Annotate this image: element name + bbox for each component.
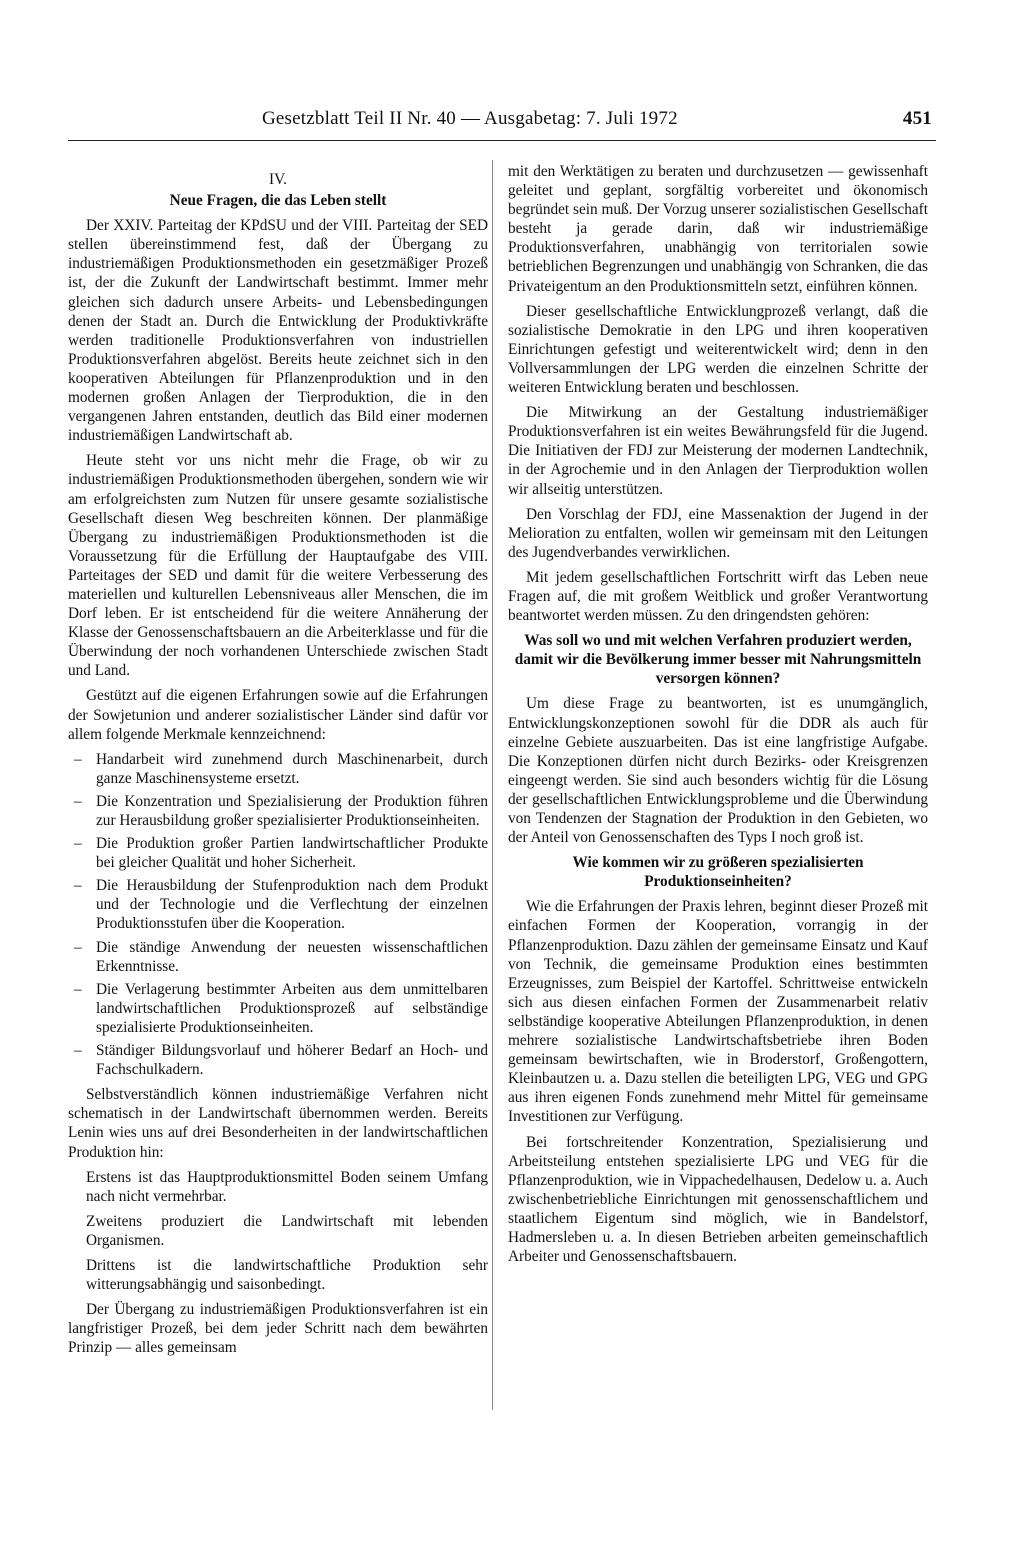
list-item: – Ständiger Bildungsvorlauf und höherer Bedarf an Hoch- und Fachschulkadern. bbox=[68, 1041, 488, 1079]
left-column bbox=[68, 162, 488, 1363]
feature-list bbox=[68, 750, 488, 1080]
section-number: IV. bbox=[269, 171, 287, 188]
list-item: – Handarbeit wird zunehmend durch Maschinenarbeit, durch ganze Maschinensysteme ersetzt. bbox=[68, 750, 488, 788]
running-header bbox=[232, 108, 932, 138]
list-item: – Die ständige Anwendung der neuesten wissenschaftlichen Erkenntnisse. bbox=[68, 938, 488, 976]
paragraph: Wie die Erfahrungen der Praxis lehren, beginnt dieser Prozeß mit einfachen Formen der Kooperation, vorrangig in der Pflanzenproduktion. Dazu zählen der gemeinsame Einsatz und Kauf von Technik, die gemeinsame Produktion eines bestimmten Erzeugnisses, zum Beispiel der Kartoffel. Schrittweise entwickeln sich aus diesen einfachen Formen der Zusammenarbeit relativ selbständige kooperative Abteilungen Pflanzenproduktion, in denen mehrere sozialistische Landwirtschaftsbetriebe ihren Boden gemeinsam bewirtschaften, wie in Broderstorf, Großengottern, Kleinbautzen u. a. Dazu stellen die beteiligten LPG, VEG und GPG aus ihren eigenen Fonds zunehmend mehr Mittel für gemeinsame Investitionen zur Verfügung. bbox=[508, 898, 928, 1126]
header-rule bbox=[68, 140, 936, 141]
indented-point: Drittens ist die landwirtschaftliche Produktion sehr witterungsabhängig und saisonbedingt. bbox=[86, 1256, 488, 1294]
paragraph: Selbstverständlich können industriemäßige Verfahren nicht schematisch in der Landwirtschaft übernommen werden. Bereits Lenin wies uns auf drei Besonderheiten in der landwirtschaftlichen Produktion hin: bbox=[68, 1086, 488, 1161]
paragraph: Heute steht vor uns nicht mehr die Frage, ob wir zu industriemäßigen Produktionsmethoden übergehen, sondern wie wir am erfolgreichsten zum Nutzen für unsere gesamte sozialistische Gesellschaft diesen Weg beschreiten können. Der planmäßige Übergang zu industriemäßigen Produktionsmethoden ist die Voraussetzung für die Erfüllung der Hauptaufgabe des VIII. Parteitages der SED und damit für die weitere Verbesserung des materiellen und kulturellen Lebensniveaus aller Menschen, die im Dorf leben. Er ist entscheidend für die weitere Annäherung der Klasse der Genossenschaftsbauern an die Arbeiterklasse und für die Überwindung der noch vorhandenen Unterschiede zwischen Stadt und Land. bbox=[68, 452, 488, 680]
paragraph: Der Übergang zu industriemäßigen Produktionsverfahren ist ein langfristiger Prozeß, bei dem jeder Schritt nach dem bewährten Prinzip — alles gemeinsam bbox=[68, 1301, 488, 1357]
subheading: Wie kommen wir zu größeren spezialisierten Produktionseinheiten? bbox=[572, 854, 864, 891]
list-item: – Die Herausbildung der Stufenproduktion nach dem Produkt und der Technologie und die Verflechtung der einzelnen Produktionsstufen über die Kooperation. bbox=[68, 876, 488, 933]
list-item: – Die Verlagerung bestimmter Arbeiten aus dem unmittelbaren landwirtschaftlichen Produktionsprozeß auf selbständige spezialisierte Produktionseinheiten. bbox=[68, 980, 488, 1037]
paragraph: Mit jedem gesellschaftlichen Fortschritt wirft das Leben neue Fragen auf, die mit großem Weitblick und großer Verantwortung beantwortet werden müssen. Zu den dringendsten gehören: bbox=[508, 568, 928, 625]
list-item: – Die Konzentration und Spezialisierung der Produktion führen zur Herausbildung großer spezialisierter Produktionseinheiten. bbox=[68, 792, 488, 830]
indented-point: Zweitens produziert die Landwirtschaft mit lebenden Organismen. bbox=[86, 1212, 488, 1249]
column-divider bbox=[492, 160, 493, 1410]
indented-point: Erstens ist das Hauptproduktionsmittel Boden seinem Umfang nach nicht vermehrbar. bbox=[86, 1168, 488, 1205]
paragraph: Den Vorschlag der FDJ, eine Massenaktion der Jugend in der Melioration zu entfalten, wollen wir gemeinsam mit den Leitungen des Jugendverbandes verwirklichen. bbox=[508, 505, 928, 561]
paragraph: Bei fortschreitender Konzentration, Spezialisierung und Arbeitsteilung entstehen spezialisierte LPG und VEG für die Pflanzenproduktion, wie in Vippachedelhausen, Dedelow u. a. Auch zwischenbetriebliche Einrichtungen mit genossenschaftlichem und staatlichem Eigentum sind möglich, wie in Bandelstorf, Hadmersleben u. a. In diesen Betrieben arbeiten gemeinschaftlich Arbeiter und Genossenschaftsbauern. bbox=[508, 1133, 928, 1266]
list-item: – Die Produktion großer Partien landwirtschaftlicher Produkte bei gleicher Qualität und hoher Sicherheit. bbox=[68, 834, 488, 872]
paragraph: Um diese Frage zu beantworten, ist es unumgänglich, Entwicklungskonzeptionen sowohl für die DDR als auch für einzelne Gebiete auszuarbeiten. Das ist eine langfristige Aufgabe. Die Konzeptionen dürfen nicht durch Bezirks- oder Kreisgrenzen eingeengt werden. Sie sind auch besonders wichtig für die Lösung der gesellschaftlichen Entwicklungsprobleme und die Überwindung von Tendenzen der Stagnation der Produktion in den Gebieten, wo der Anteil von Genossenschaften des Typs I noch groß ist. bbox=[508, 695, 928, 847]
paragraph: Dieser gesellschaftliche Entwicklungprozeß verlangt, daß die sozialistische Demokratie in den LPG und ihren kooperativen Einrichtungen gefestigt und weiterentwickelt wird; denn in den Vollversammlungen der LPG werden die einzelnen Schritte der weiteren Entwicklung beraten und beschlossen. bbox=[508, 302, 928, 397]
page-number: 451 bbox=[902, 108, 932, 129]
paragraph: Die Mitwirkung an der Gestaltung industriemäßiger Produktionsverfahren ist ein weites Bewährungsfeld für die Jugend. Die Initiativen der FDJ zur Meisterung der modernen Landtechnik, in der Agrochemie und in den Anlagen der Tierproduktion wollen wir allseitig unterstützen. bbox=[508, 404, 928, 498]
subheading: Was soll wo und mit welchen Verfahren produziert werden, damit wir die Bevölkerung immer besser mit Nahrungsmitteln versorgen können? bbox=[514, 632, 922, 688]
right-column bbox=[508, 162, 928, 1272]
section-title: Neue Fragen, die das Leben stellt bbox=[169, 192, 387, 210]
paragraph: Gestützt auf die eigenen Erfahrungen sowie auf die Erfahrungen der Sowjetunion und anderer sozialistischer Länder sind dafür vor allem folgende Merkmale kennzeichnend: bbox=[68, 687, 488, 743]
header-title: Gesetzblatt Teil II Nr. 40 — Ausgabetag: 7. Juli 1972 bbox=[262, 108, 678, 129]
paragraph: mit den Werktätigen zu beraten und durchzusetzen — gewissenhaft geleitet und geplant, sorgfältig vorbereitet und ökonomisch begründet sein muß. Der Vorzug unserer sozialistischen Gesellschaft besteht ja gerade darin, daß wir industriemäßige Produktionsverfahren, unabhängig von territorialen sowie betrieblichen Begrenzungen und unabhängig von Schranken, die das Privateigentum an den Produktionsmitteln setzt, einführen können. bbox=[508, 163, 928, 295]
paragraph: Der XXIV. Parteitag der KPdSU und der VIII. Parteitag der SED stellen übereinstimmend fest, daß der Übergang zu industriemäßigen Produktionsmethoden ein gesetzmäßiger Prozeß ist, der die Zukunft der Landwirtschaft bestimmt. Immer mehr gleichen sich dadurch unsere Arbeits- und Lebensbedingungen denen der Stadt an. Durch die Entwicklung der Produktivkräfte werden traditionelle Produktionsverfahren von industriellen Produktionsverfahren abgelöst. Bereits heute zeichnet sich in den kooperativen Abteilungen für Pflanzenproduktion und in den modernen großen Anlagen der Tierproduktion, die in den vergangenen Jahren entstanden, deutlich das Bild einer modernen industriemäßigen Landwirtschaft ab. bbox=[68, 217, 488, 445]
